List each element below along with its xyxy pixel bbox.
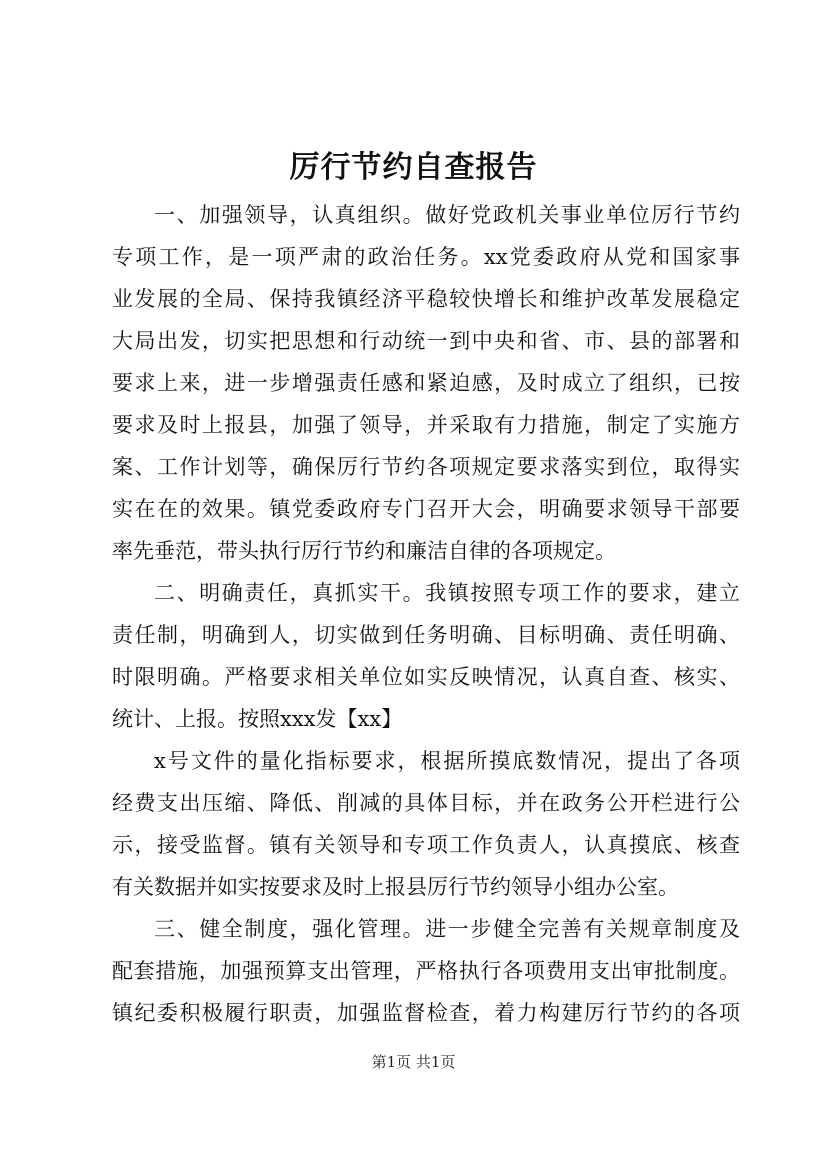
text-line: 有关数据并如实按要求及时上报县厉行节约领导小组办公室。 [112, 875, 679, 899]
text-line: 要求及时上报县，加强了领导，并采取有力措施，制定了实施方 [112, 413, 740, 437]
text-line: 配套措施，加强预算支出管理，严格执行各项费用支出审批制度。 [112, 959, 740, 983]
text-line: 大局出发，切实把思想和行动统一到中央和省、市、县的部署和 [112, 329, 740, 353]
text-line: 案、工作计划等，确保厉行节约各项规定要求落实到位，取得实 [112, 455, 740, 479]
text-line: 业发展的全局、保持我镇经济平稳较快增长和维护改革发展稳定 [112, 287, 740, 311]
text-line: 二、明确责任，真抓实干。我镇按照专项工作的要求，建立 [154, 581, 740, 605]
text-line: 时限明确。严格要求相关单位如实反映情况，认真自查、核实、 [112, 665, 740, 689]
text-line: 示，接受监督。镇有关领导和专项工作负责人，认真摸底、核查 [112, 833, 740, 857]
text-line: 一、加强领导，认真组织。做好党政机关事业单位厉行节约 [154, 203, 740, 227]
text-line: 三、健全制度，强化管理。进一步健全完善有关规章制度及 [154, 917, 740, 941]
text-line: 要求上来，进一步增强责任感和紧迫感，及时成立了组织，已按 [112, 371, 740, 395]
document-body [112, 194, 740, 1034]
page-number-footer: 第1页 共1页 [371, 1053, 456, 1071]
text-line: 专项工作，是一项严肃的政治任务。xx党委政府从党和国家事 [112, 245, 740, 269]
text-line: 经费支出压缩、降低、削减的具体目标，并在政务公开栏进行公 [112, 791, 740, 815]
text-line: 率先垂范，带头执行厉行节约和廉洁自律的各项规定。 [112, 539, 616, 563]
text-line: x号文件的量化指标要求，根据所摸底数情况，提出了各项 [154, 749, 740, 773]
text-line: 镇纪委积极履行职责，加强监督检查，着力构建厉行节约的各项 [112, 1001, 740, 1025]
text-line: 责任制，明确到人，切实做到任务明确、目标明确、责任明确、 [112, 623, 740, 647]
document-title: 厉行节约自查报告 [289, 150, 538, 185]
text-line: 统计、上报。按照xxx发【xx】 [112, 707, 403, 731]
text-line: 实在在的效果。镇党委政府专门召开大会，明确要求领导干部要 [112, 497, 740, 521]
